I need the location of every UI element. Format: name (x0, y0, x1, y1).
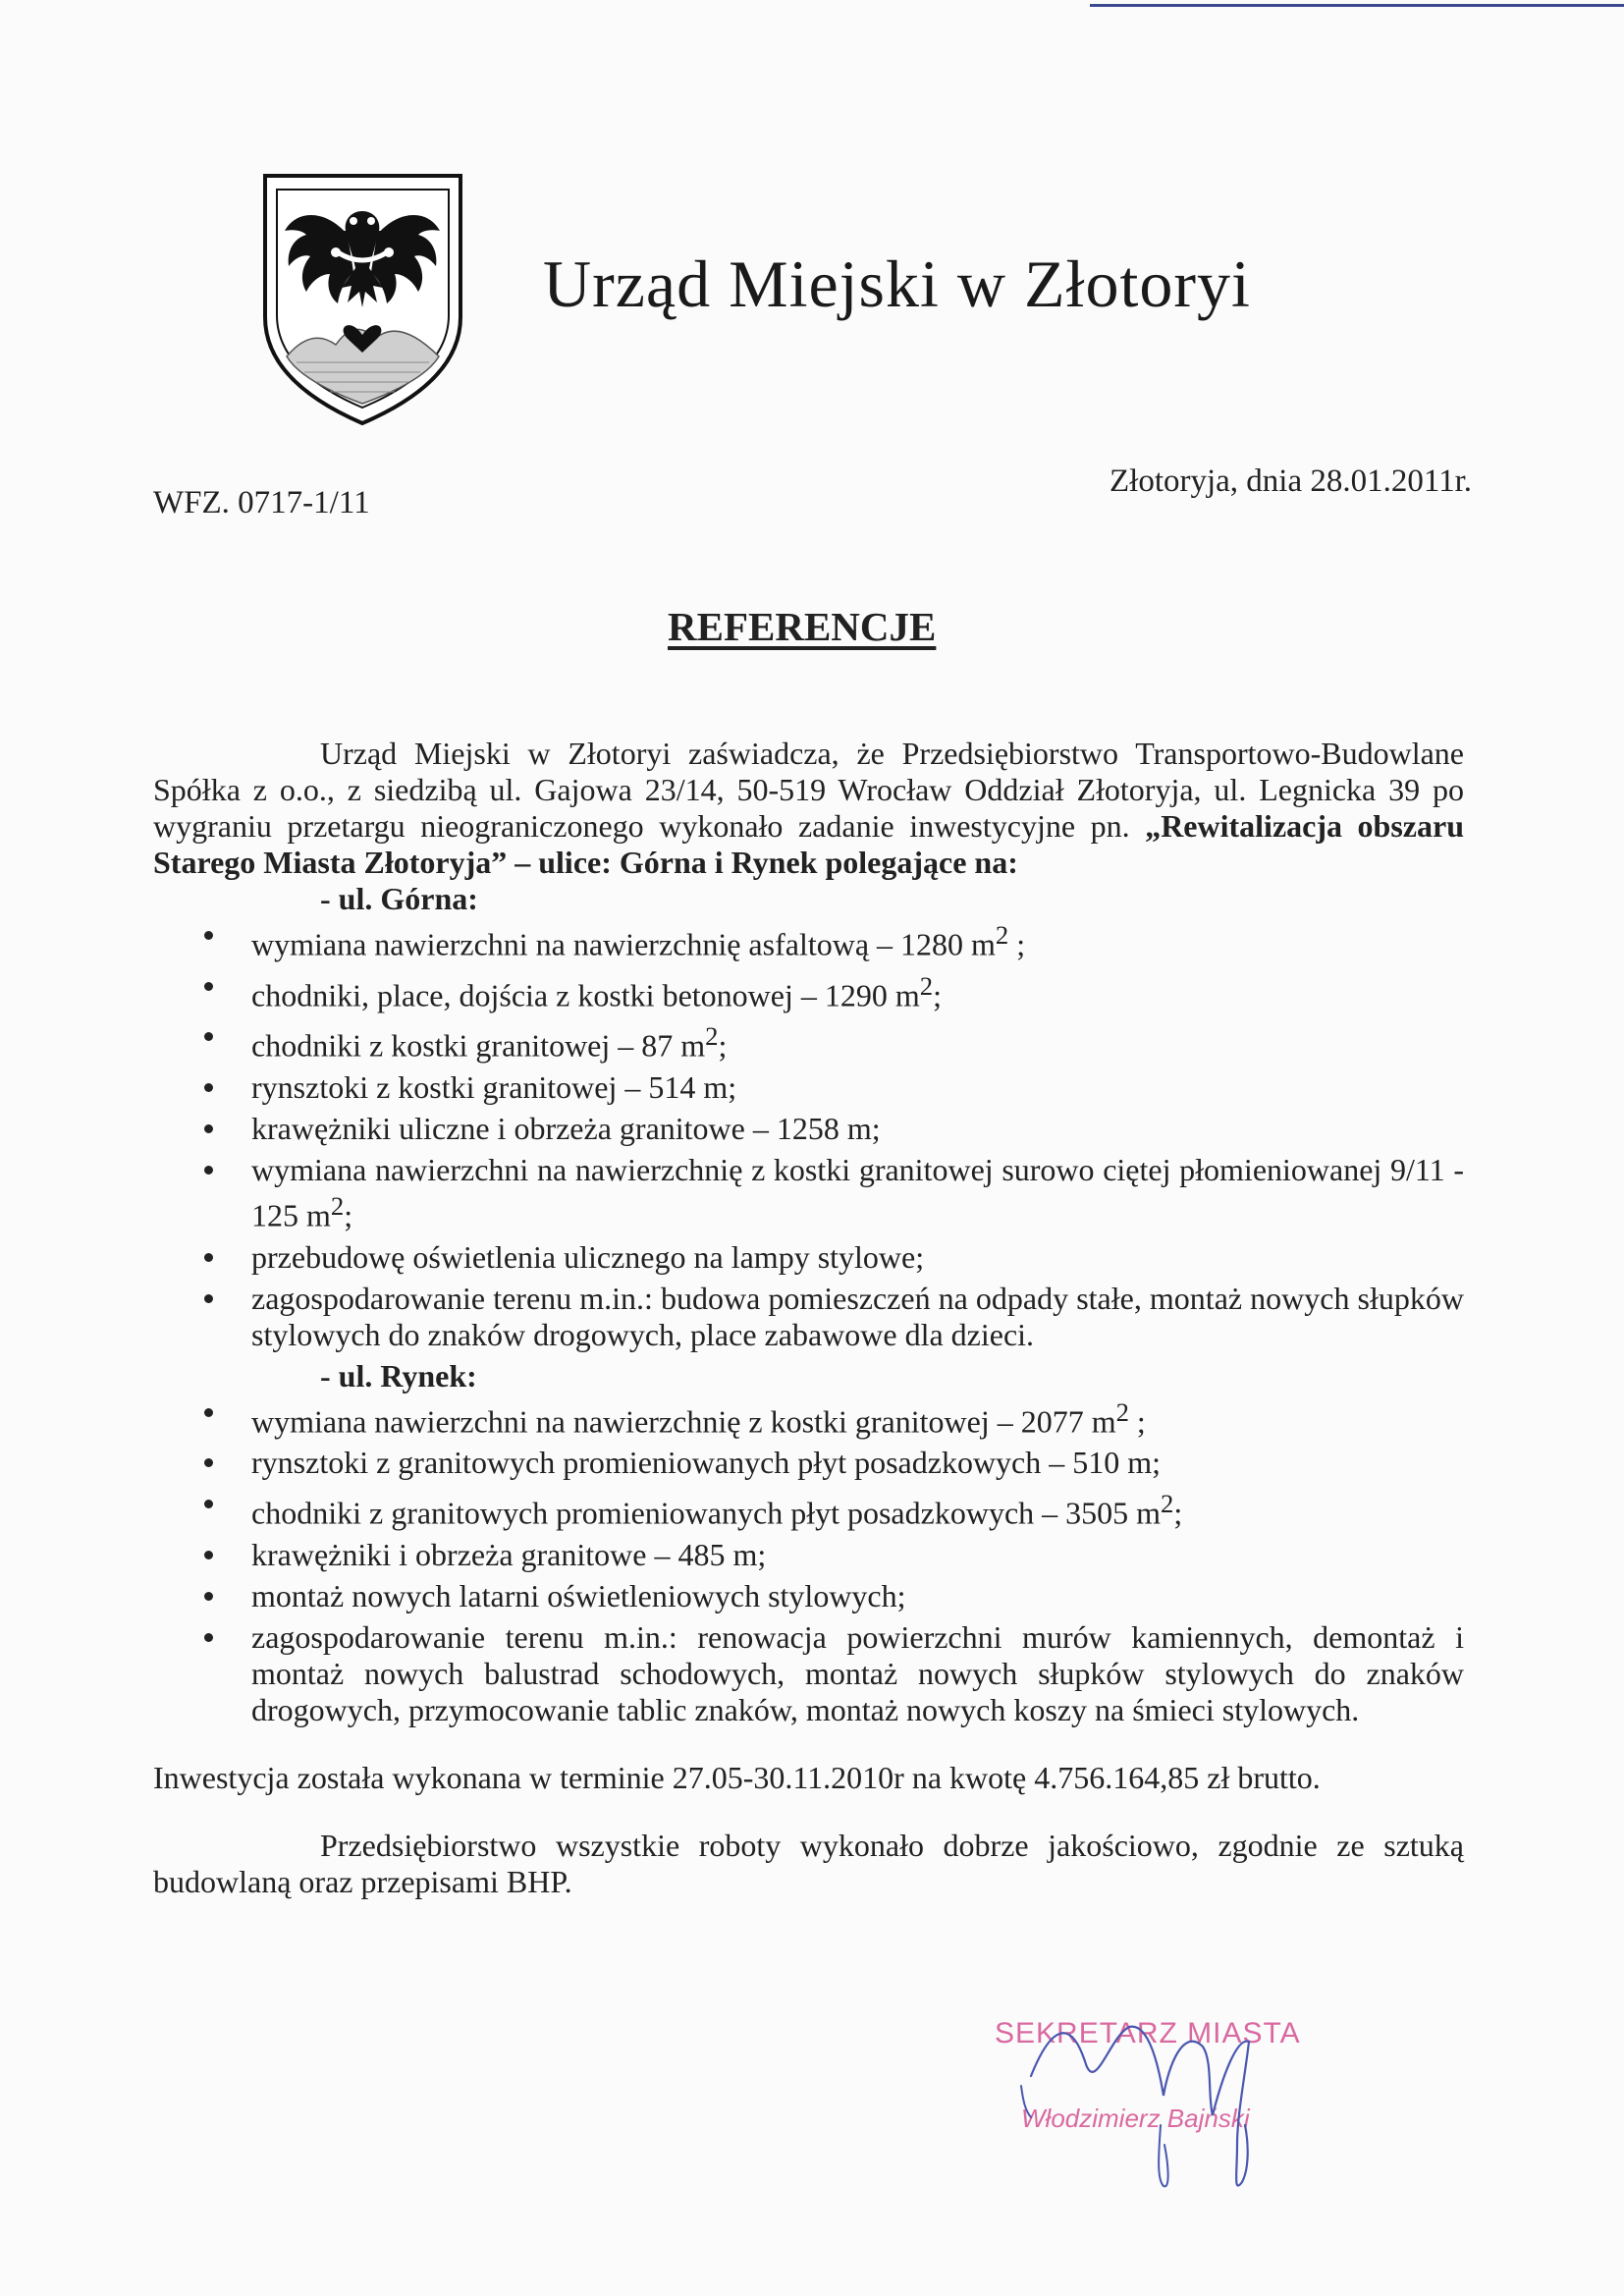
item-text: zagospodarowanie terenu m.in.: budowa pomieszczeń na odpady stałe, montaż nowych słupków stylowych do znaków drogowych, place zabawowe dla dzieci. (251, 1280, 1464, 1352)
place-and-date: Złotoryja, dnia 28.01.2011r. (1110, 464, 1473, 499)
list-item (153, 1486, 1464, 1532)
item-suffix: ; (1008, 926, 1026, 962)
list-item (153, 1619, 1464, 1728)
official-stamp (992, 2007, 1365, 2204)
item-text: zagospodarowanie terenu m.in.: renowacja powierzchni murów kamiennych, demontaż i montaż nowych balustrad schodowych, montaż nowych słupków stylowych do znaków drogowych, przymocowanie tablic znaków, montaż nowych koszy na śmieci stylowych. (251, 1618, 1464, 1727)
list-item (153, 917, 1464, 963)
item-suffix: ; (344, 1197, 353, 1233)
top-edge-line (1090, 4, 1624, 7)
item-text: chodniki z kostki granitowej – 87 m (251, 1027, 706, 1064)
item-superscript: 2 (919, 970, 934, 1001)
item-text: wymiana nawierzchni na nawierzchnię z kostki granitowej – 2077 m (251, 1403, 1116, 1440)
list-item (153, 1394, 1464, 1441)
works-list (153, 1394, 1464, 1728)
item-text: montaż nowych latarni oświetleniowych stylowych; (251, 1577, 906, 1613)
item-suffix: ; (933, 977, 942, 1013)
item-superscript: 2 (705, 1021, 719, 1052)
list-item (153, 1152, 1464, 1234)
document-body (153, 736, 1464, 1900)
item-text: chodniki, place, dojścia z kostki betonowej – 1290 m (251, 977, 920, 1013)
list-item (153, 1578, 1464, 1614)
section-label: - ul. Rynek: (320, 1357, 477, 1394)
document-heading: REFERENCJE (668, 604, 937, 649)
item-text: krawężniki uliczne i obrzeża granitowe – 1258 m; (251, 1110, 881, 1146)
list-item (153, 1537, 1464, 1573)
coat-of-arms-eagle-icon (257, 170, 468, 427)
item-text: krawężniki i obrzeża granitowe – 485 m; (251, 1536, 767, 1572)
list-item (153, 1069, 1464, 1106)
list-item (153, 1239, 1464, 1276)
item-text: wymiana nawierzchni na nawierzchnię z kostki granitowej surowo ciętej płomieniowanej 9/11 - 125 m (251, 1151, 1464, 1233)
works-list (153, 917, 1464, 1353)
intro-text: Urząd Miejski w Złotoryi zaświadcza, że Przedsiębiorstwo Transportowo-Budowlane Spółka z o.o., z siedzibą ul. Gajowa 23/14, 50-519 Wrocław Oddział Złotoryja, ul. Legnicka 39 po wygraniu przetargu nieograniczonego wykonało zadanie inwestycyjne pn. (153, 736, 1464, 844)
item-suffix: ; (1128, 1403, 1146, 1440)
section-rynek (153, 1358, 1464, 1728)
item-superscript: 2 (1161, 1489, 1174, 1519)
item-suffix: ; (718, 1027, 728, 1064)
item-text: przebudowę oświetlenia ulicznego na lampy stylowe; (251, 1238, 925, 1275)
list-item (153, 1018, 1464, 1065)
item-text: rynsztoki z granitowych promieniowanych płyt posadzkowych – 510 m; (251, 1445, 1162, 1481)
list-item (153, 1281, 1464, 1353)
stamp-title: SEKRETARZ MIASTA (995, 2017, 1301, 2050)
item-superscript: 2 (995, 920, 1009, 950)
project-name: „Rewitalizacja obszaru Starego Miasta Złotoryja” – ulice: Górna i Rynek polegające na: (153, 808, 1465, 880)
list-item (153, 1445, 1464, 1481)
document-reference-number: WFZ. 0717-1/11 (153, 485, 370, 520)
stamp-name: Włodzimierz Bajński (1021, 2104, 1250, 2133)
handwritten-signature (992, 2007, 1365, 2204)
intro-paragraph (153, 736, 1464, 881)
item-superscript: 2 (1115, 1396, 1129, 1427)
item-superscript: 2 (330, 1190, 345, 1221)
item-suffix: ; (1173, 1495, 1183, 1531)
list-item (153, 1111, 1464, 1147)
item-text: chodniki z granitowych promieniowanych płyt posadzkowych – 3505 m (251, 1495, 1162, 1531)
section-label: - ul. Górna: (320, 881, 478, 916)
item-text: wymiana nawierzchni na nawierzchnię asfaltową – 1280 m (251, 926, 996, 962)
investment-summary: Inwestycja została wykonana w terminie 27.05-30.11.2010r na kwotę 4.756.164,85 zł brutto. (153, 1759, 1321, 1795)
list-item (153, 968, 1464, 1014)
closing-paragraph: Przedsiębiorstwo wszystkie roboty wykonało dobrze jakościowo, zgodnie ze sztuką budowlaną oraz przepisami BHP. (153, 1827, 1464, 1899)
section-gorna (153, 881, 1464, 1353)
item-text: rynsztoki z kostki granitowej – 514 m; (251, 1068, 737, 1105)
office-title: Urząd Miejski w Złotoryi (543, 246, 1251, 321)
